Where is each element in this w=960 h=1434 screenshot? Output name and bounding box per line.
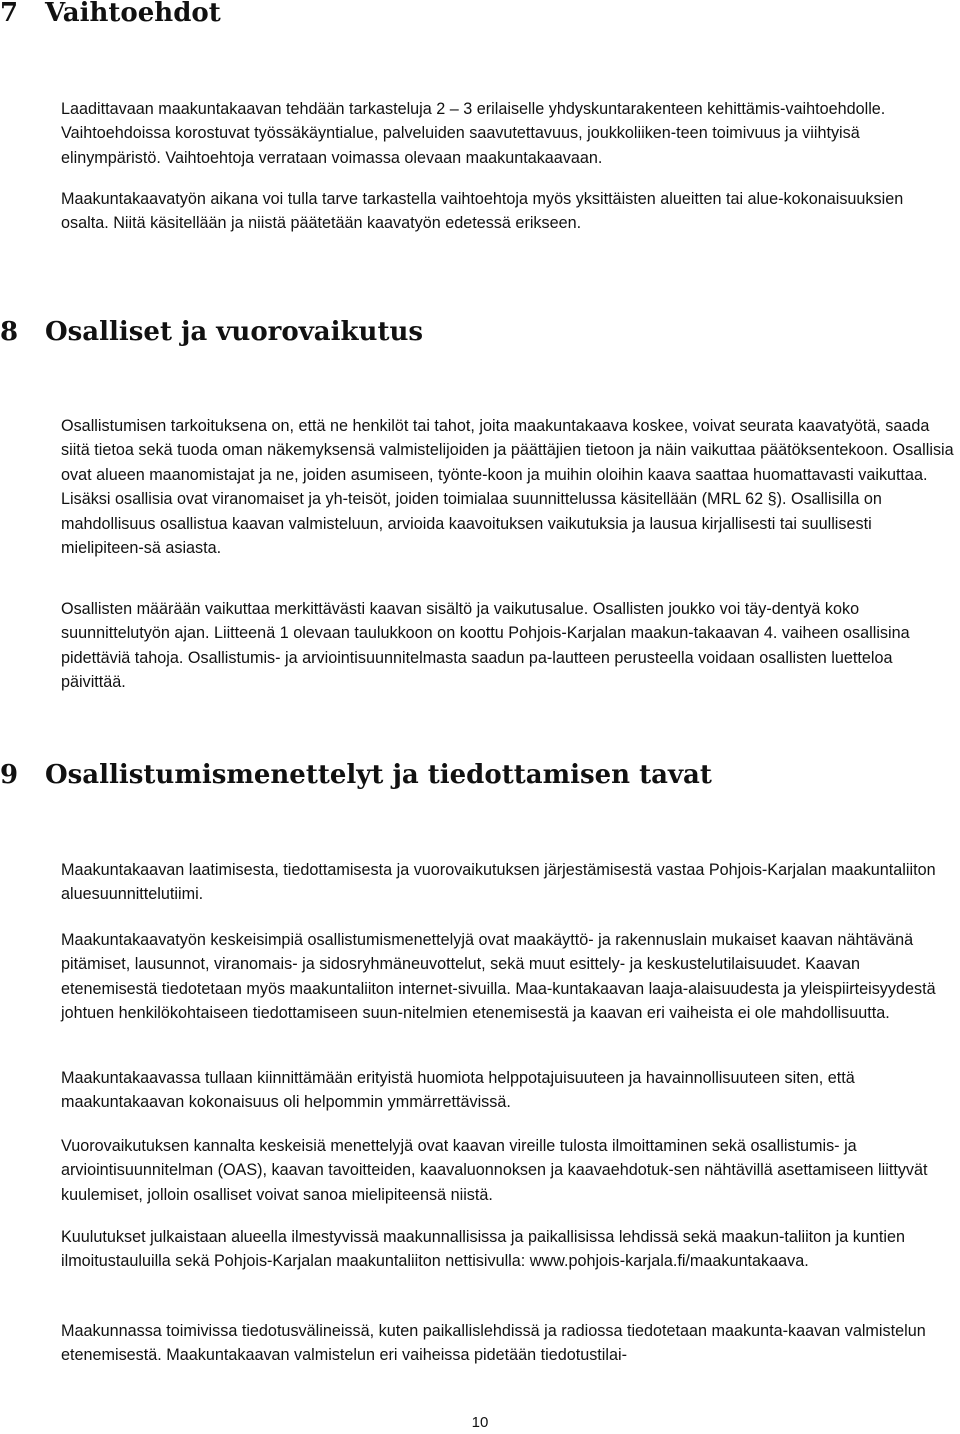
paragraph: Osallistumisen tarkoituksena on, että ne henkilöt tai tahot, joita maakuntakaava koskee, voivat seurata kaavatyötä, saada siitä tietoa sekä tuoda oman näkemyksensä valmistelijoiden ja päättäjien tietoon ja näin vaikuttaa päätöksentekoon. Osallisia ovat alueen maanomistajat ja ne, joiden asumiseen, työnte-koon ja muihin oloihin kaava saattaa huomattavasti vaikuttaa. Lisäksi osallisia ovat viranomaiset ja yh-teisöt, joiden toimialaa suunnittelussa käsitellään (MRL 62 §). Osallisilla on mahdollisuus osallistua kaavan valmisteluun, arvioida kaavoituksen vaikutuksia ja lausua kirjallisesti tai suullisesti mielipiteen-sä asiasta. — [61, 417, 954, 558]
paragraph: Maakunnassa toimivissa tiedotusvälineissä, kuten paikallislehdissä ja radiossa tiedotetaan maakunta-kaavan valmistelun etenemisestä. Maakuntakaavan valmistelun eri vaiheissa pidetään tiedotustilai- — [61, 1322, 926, 1365]
section-title: Osalliset ja vuorovaikutus — [45, 317, 424, 347]
section-heading-7 — [0, 0, 221, 28]
paragraph: Osallisten määrään vaikuttaa merkittävästi kaavan sisältö ja vaikutusalue. Osallisten joukko voi täy-dentyä koko suunnittelutyön ajan. Liitteenä 1 olevaan taulukkoon on koottu Pohjois-Karjalan maakun-takaavan 4. vaiheen osallisina pidettäviä tahoja. Osallistumis- ja arviointisuunnitelmasta saadun pa-lautteen perusteella voidaan osallisten luetteloa päivittää. — [61, 600, 910, 692]
section-title: Vaihtoehdot — [45, 0, 221, 28]
paragraph: Maakuntakaavan laatimisesta, tiedottamisesta ja vuorovaikutuksen järjestämisestä vastaa Pohjois-Karjalan maakuntaliiton aluesuunnittelutiimi. — [61, 861, 936, 904]
section-title: Osallistumismenettelyt ja tiedottamisen tavat — [45, 760, 712, 790]
section-number: 8 — [0, 317, 19, 347]
section-number: 9 — [0, 760, 19, 790]
section-number: 7 — [0, 0, 19, 28]
paragraph: Kuulutukset julkaistaan alueella ilmestyvissä maakunnallisissa ja paikallisissa lehdissä sekä maakun-taliiton ja kuntien ilmoitustauluilla sekä Pohjois-Karjalan maakuntaliiton nettisivulla: www.pohjois-karjala.fi/maakuntakaava. — [61, 1228, 905, 1271]
paragraph: Maakuntakaavatyön keskeisimpiä osallistumismenettelyjä ovat maakäyttö- ja rakennuslain mukaiset kaavan nähtävänä pitämiset, lausunnot, viranomais- ja sidosryhmäneuvottelut, sekä muut esittely- ja keskustelutilaisuudet. Kaavan etenemisestä tiedotetaan myös maakuntaliiton internet-sivuilla. Maa-kuntakaavan laaja-alaisuudesta ja yleispiirteisyydestä johtuen henkilökohtaiseen tiedottamiseen suun-nitelmien etenemisestä ja kaavan eri vaiheista ei ole mahdollisuutta. — [61, 931, 936, 1023]
paragraph: Maakuntakaavassa tullaan kiinnittämään erityistä huomiota helppotajuisuuteen ja havainnollisuuteen siten, että maakuntakaavan kokonaisuus oli helpommin ymmärrettävissä. — [61, 1069, 855, 1112]
page-number: 10 — [471, 1414, 489, 1431]
section-heading-9 — [0, 760, 712, 790]
paragraph: Vuorovaikutuksen kannalta keskeisiä menettelyjä ovat kaavan vireille tulosta ilmoittaminen sekä osallistumis- ja arviointisuunnitelman (OAS), kaavan tavoitteiden, kaavaluonnoksen ja kaavaehdotuk-sen nähtävillä asettamiseen liittyvät kuulemiset, jolloin osalliset voivat sanoa mielipiteensä niistä. — [61, 1137, 928, 1204]
section-heading-8 — [0, 317, 423, 347]
paragraph: Maakuntakaavatyön aikana voi tulla tarve tarkastella vaihtoehtoja myös yksittäisten alueitten tai alue-kokonaisuuksien osalta. Niitä käsitellään ja niistä päätetään kaavatyön edetessä erikseen. — [61, 190, 904, 233]
paragraph: Laadittavaan maakuntakaavan tehdään tarkasteluja 2 – 3 erilaiselle yhdyskuntarakenteen kehittämis-vaihtoehdolle. Vaihtoehdoissa korostuvat työssäkäyntialue, palveluiden saavutettavuus, joukkoliiken-teen toimivuus ja viihtyisä elinympäristö. Vaihtoehtoja verrataan voimassa olevaan maakuntakaavaan. — [61, 100, 886, 167]
